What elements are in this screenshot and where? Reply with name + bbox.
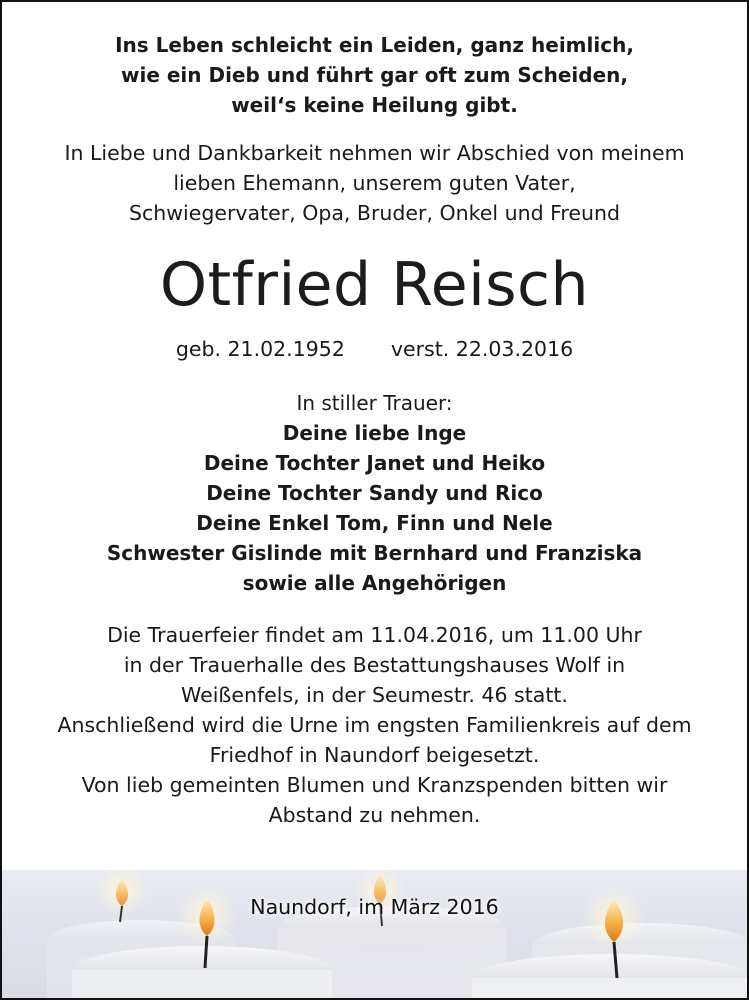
ceremony-line: Friedhof in Naundorf beigesetzt. — [209, 743, 540, 767]
mourner: Deine Tochter Janet und Heiko — [203, 451, 546, 475]
ceremony-line: Die Trauerfeier findet am 11.04.2016, um 11.00 Uhr — [107, 623, 642, 647]
intro-line: In Liebe und Dankbarkeit nehmen wir Abschied von meinem — [64, 141, 685, 165]
intro-line: Schwiegervater, Opa, Bruder, Onkel und Freund — [128, 201, 621, 225]
place-date: Naundorf, im März 2016 — [250, 895, 499, 919]
farewell-intro — [2, 138, 747, 228]
deceased-name: Otfried Reisch — [159, 250, 590, 320]
ceremony-info — [2, 620, 747, 830]
mourners-list — [2, 418, 747, 598]
mourner: sowie alle Angehörigen — [242, 571, 507, 595]
ceremony-line: Von lieb gemeinten Blumen und Kranzspenden bitten wir — [81, 773, 668, 797]
mourning-intro: In stiller Trauer: — [296, 391, 453, 415]
ceremony-line: in der Trauerhalle des Bestattungshauses Wolf in — [123, 653, 626, 677]
candles-image — [2, 870, 747, 998]
ceremony-line: Anschließend wird die Urne im engsten Familienkreis auf dem — [57, 713, 692, 737]
poem-line: wie ein Dieb und führt gar oft zum Scheiden, — [120, 63, 629, 87]
death-date: verst. 22.03.2016 — [390, 337, 574, 361]
mourner: Schwester Gislinde mit Bernhard und Franziska — [106, 541, 643, 565]
intro-line: lieben Ehemann, unserem guten Vater, — [173, 171, 576, 195]
birth-date: geb. 21.02.1952 — [175, 337, 345, 361]
poem-line: weil‘s keine Heilung gibt. — [231, 93, 518, 117]
poem — [2, 30, 747, 120]
mourner: Deine Enkel Tom, Finn und Nele — [196, 511, 553, 535]
life-dates — [2, 334, 747, 364]
ceremony-line: Weißenfels, in der Seumestr. 46 statt. — [181, 683, 568, 707]
ceremony-line: Abstand zu nehmen. — [268, 803, 481, 827]
mourner: Deine Tochter Sandy und Rico — [206, 481, 543, 505]
mourner: Deine liebe Inge — [282, 421, 467, 445]
poem-line: Ins Leben schleicht ein Leiden, ganz heimlich, — [115, 33, 634, 57]
obituary-content — [2, 2, 747, 830]
candles-illustration — [2, 870, 747, 998]
